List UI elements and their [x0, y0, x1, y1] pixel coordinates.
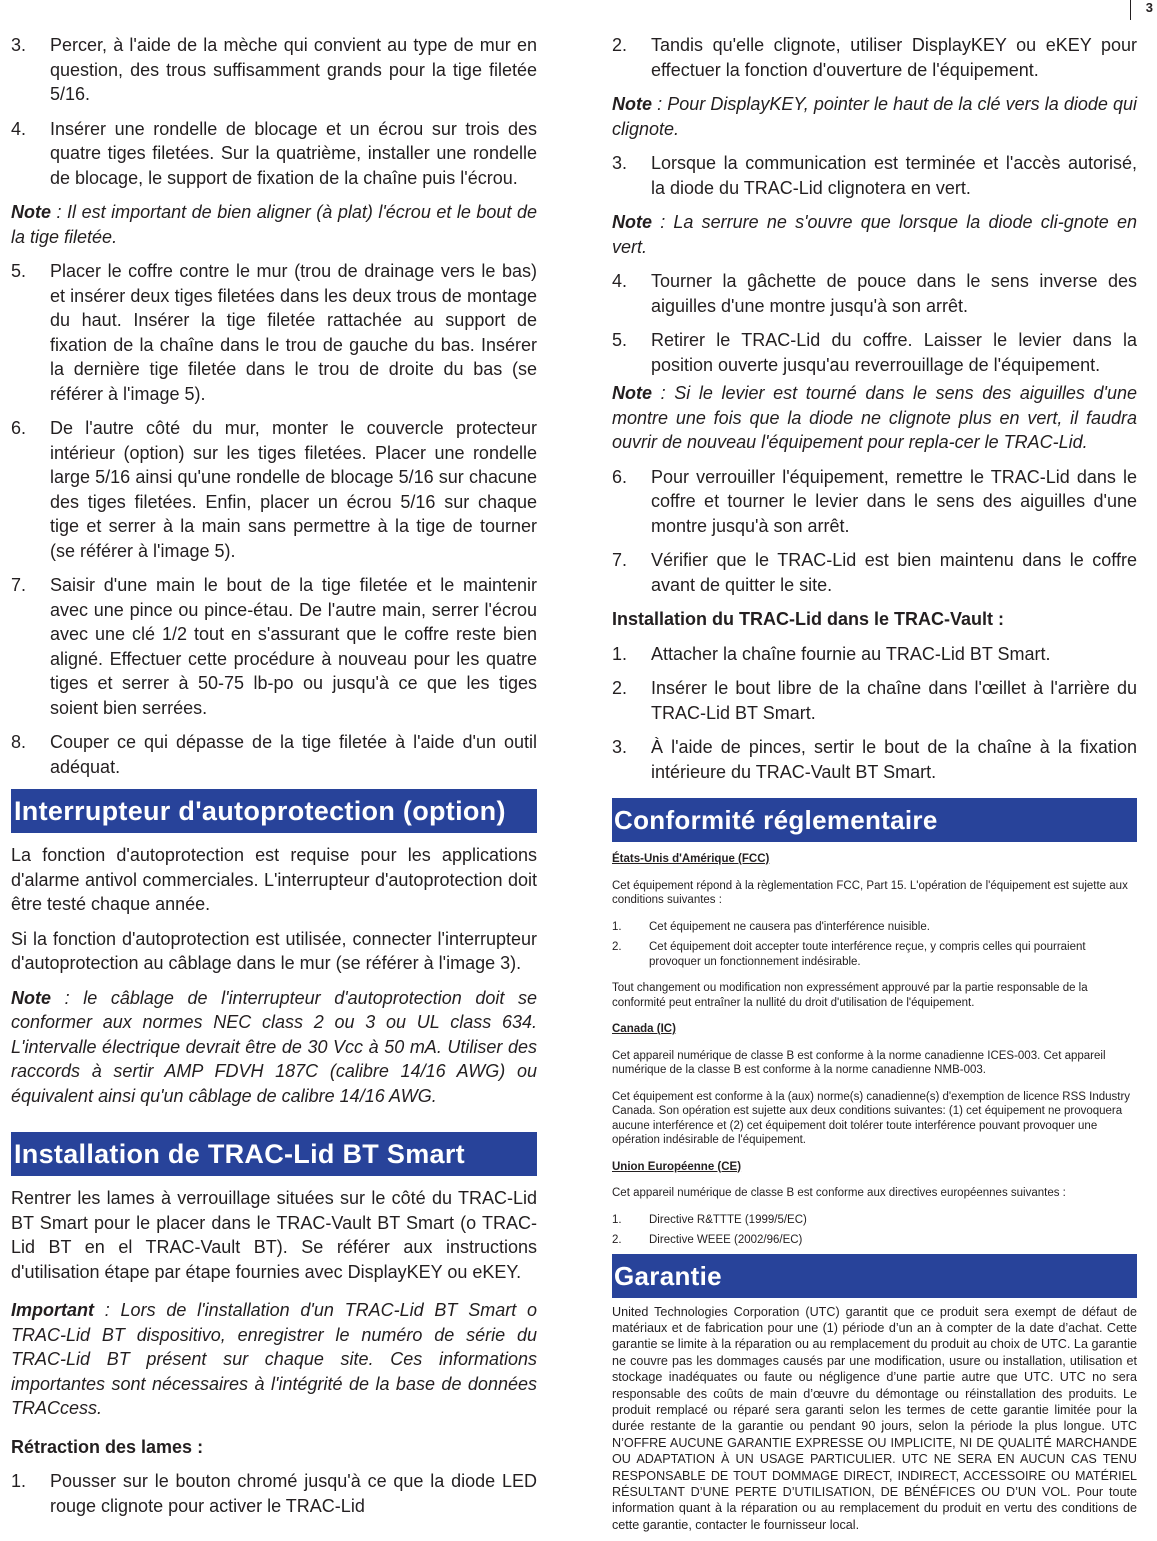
regulatory-list-item	[612, 1213, 1137, 1228]
note	[612, 381, 1137, 455]
list-item	[11, 1469, 537, 1518]
list-item	[612, 328, 1137, 377]
left-column	[11, 33, 537, 1528]
list-item	[11, 730, 537, 779]
note	[612, 210, 1137, 259]
list-number: 3.	[612, 153, 628, 173]
list-text: Vérifier que le TRAC-Lid est bien maintenu dans le coffre avant de quitter le site.	[651, 550, 1137, 595]
list-text: Cet équipement ne causera pas d'interférence nuisible.	[649, 920, 930, 933]
list-number: 7.	[11, 575, 27, 595]
list-item	[612, 465, 1137, 539]
list-text: Percer, à l'aide de la mèche qui convient au type de mur en question, des trous suffisamment grands pour la tige filetée 5/16.	[50, 35, 537, 104]
list-item	[11, 117, 537, 191]
regulatory-list-item	[612, 1233, 1137, 1248]
list-text: Couper ce qui dépasse de la tige filetée à l'aide d'un outil adéquat.	[50, 732, 537, 777]
list-item	[11, 259, 537, 406]
regulatory-heading-ic: Canada (IC)	[612, 1023, 676, 1035]
list-number: 5.	[11, 261, 27, 281]
list-number: 1.	[612, 643, 628, 664]
list-text: Cet équipement doit accepter toute interférence reçue, y compris celles qui pourraient provoquer un fonctionnement indésirable.	[649, 941, 1086, 968]
regulatory-paragraph: Cet appareil numérique de classe B est conforme aux directives européennes suivantes :	[612, 1187, 1066, 1199]
list-number: 2.	[612, 35, 628, 55]
note-label: Note	[612, 94, 652, 114]
regulatory-heading-fcc: États-Unis d'Amérique (FCC)	[612, 853, 770, 865]
list-text: Insérer le bout libre de la chaîne dans l'œillet à l'arrière du TRAC-Lid BT Smart.	[651, 678, 1137, 723]
list-text: Directive R&TTTE (1999/5/EC)	[649, 1213, 807, 1226]
note-text: : le câblage de l'interrupteur d'autoprotection doit se conformer aux normes NEC class 2 ou 3 ou UL class 634. L'intervalle électrique devrait être de 30 Vcc à 50 mA. Utiliser des raccords à sertir AMP FDVH 187C (calibre 14/16 AWG) ou équivalent ainsi qu'un câblage de calibre 14/16 AWG.	[11, 987, 537, 1106]
list-text: Tourner la gâchette de pouce dans le sens inverse des aiguilles d'une montre jusqu'à son arrêt.	[651, 271, 1137, 316]
list-number: 2.	[612, 678, 628, 698]
note-text: : Si le levier est tourné dans le sens des aiguilles d'une montre une fois que la diode ne clignote plus en vert, il faudra ouvrir de nouveau l'équipement pour repla-cer le TRAC-Lid.	[612, 383, 1137, 452]
list-number: 6.	[612, 466, 628, 487]
regulatory-paragraph: Tout changement ou modification non expressément approuvé par la partie responsable de la conformité peut entraîner la nullité du droit d'utilisation de l'équipement.	[612, 982, 1088, 1009]
list-text: Insérer une rondelle de blocage et un écrou sur trois des quatre tiges filetées. Sur la quatrième, installer une rondelle de blocage, le support de fixation de la chaîne puis l'écrou.	[50, 118, 537, 188]
paragraph: Rentrer les lames à verrouillage situées sur le côté du TRAC-Lid BT Smart pour le placer dans le TRAC-Vault BT Smart (o TRAC-Lid BT en el TRAC-Vault BT). Se référer aux instructions d'utilisation étape par étape fournies avec DisplayKEY ou eKEY.	[11, 1188, 537, 1282]
page-number: 3	[1130, 0, 1153, 20]
list-number: 8.	[11, 732, 27, 752]
list-item	[11, 33, 537, 107]
regulatory-section	[612, 852, 1137, 1248]
regulatory-paragraph: Cet équipement répond à la règlementation FCC, Part 15. L'opération de l'équipement est sujette aux conditions suivantes :	[612, 879, 1128, 906]
section-header-regulatory: Conformité réglementaire	[612, 798, 1137, 842]
note-text: : La serrure ne s'ouvre que lorsque la diode cli-gnote en vert.	[612, 212, 1137, 257]
list-number: 3.	[612, 737, 628, 757]
list-number: 4.	[11, 118, 27, 139]
list-item	[612, 642, 1137, 667]
important-text: : Lors de l'installation d'un TRAC-Lid BT Smart o TRAC-Lid BT dispositivo, enregistrer le numéro de série du TRAC-Lid BT présent sur chaque site. Ces informations importantes sont nécessaires à l'intégrité de la base de données TRACcess.	[11, 1300, 537, 1418]
list-item	[11, 416, 537, 563]
regulatory-paragraph: Cet appareil numérique de classe B est conforme à la norme canadienne ICES-003. Cet appareil numérique de la classe B est conforme à la norme canadienne NMB-003.	[612, 1049, 1106, 1076]
regulatory-paragraph: Cet équipement est conforme à la (aux) norme(s) canadienne(s) d'exemption de licence RSS Industry Canada. Son opération est sujette aux deux conditions suivantes: (1) cet équipement ne provoquera aucune interférence et (2) cet équipement doit tolérer toute interférence pouvant provoquer une opération indésirable de l'équipement.	[612, 1090, 1131, 1146]
paragraph: Si la fonction d'autoprotection est utilisée, connecter l'interrupteur d'autoprotection au câblage dans le mur (se référer à l'image 3).	[11, 928, 537, 973]
list-number: 2.	[612, 1234, 622, 1246]
list-item	[612, 676, 1137, 725]
list-number: 1.	[11, 1471, 27, 1491]
regulatory-list-item	[612, 940, 1137, 969]
list-number: 3.	[11, 35, 27, 55]
list-number: 6.	[11, 418, 27, 438]
regulatory-heading-ce: Union Européenne (CE)	[612, 1160, 742, 1173]
section-header-tamper: Interrupteur d'autoprotection (option)	[11, 789, 537, 833]
list-number: 4.	[612, 271, 628, 291]
section-header-install: Installation de TRAC-Lid BT Smart	[11, 1132, 537, 1176]
paragraph: La fonction d'autoprotection est requise pour les applications d'alarme antivol commerciales. L'interrupteur d'autoprotection doit être testé chaque année.	[11, 845, 537, 914]
list-text: Pour verrouiller l'équipement, remettre le TRAC-Lid dans le coffre et tourner le levier dans le sens des aiguilles d'une montre jusqu'à son arrêt.	[651, 466, 1137, 536]
note	[612, 92, 1137, 141]
list-item	[612, 735, 1137, 784]
note	[11, 200, 537, 249]
list-item	[11, 573, 537, 720]
important-label: Important	[11, 1300, 94, 1320]
list-text: Tandis qu'elle clignote, utiliser DisplayKEY ou eKEY pour effectuer la fonction d'ouverture de l'équipement.	[651, 35, 1137, 80]
list-number: 5.	[612, 330, 628, 350]
subheading-vault: Installation du TRAC-Lid dans le TRAC-Vault :	[612, 609, 1005, 629]
list-text: Lorsque la communication est terminée et l'accès autorisé, la diode du TRAC-Lid clignotera en vert.	[651, 153, 1137, 198]
list-item	[612, 548, 1137, 597]
list-text: À l'aide de pinces, sertir le bout de la chaîne à la fixation intérieure du TRAC-Vault BT Smart.	[651, 737, 1137, 782]
list-text: Pousser sur le bouton chromé jusqu'à ce que la diode LED rouge clignote pour activer le TRAC-Lid	[50, 1471, 537, 1516]
important-note	[11, 1298, 537, 1421]
note-label: Note	[612, 212, 652, 232]
note-label: Note	[11, 202, 51, 222]
list-text: Saisir d'une main le bout de la tige filetée et le maintenir avec une pince ou pince-étau. De l'autre main, serrer l'écrou avec une clé 1/2 tout en s'assurant que le coffre reste bien aligné. Effectuer cette procédure à nouveau pour les quatre tiges et serrer à 50-75 lb-po ou jusqu'à ce que les tiges soient bien serrées.	[50, 575, 537, 718]
list-text: Attacher la chaîne fournie au TRAC-Lid BT Smart.	[651, 643, 1051, 664]
list-text: Retirer le TRAC-Lid du coffre. Laisser le levier dans la position ouverte jusqu'au reverrouillage de l'équipement.	[651, 330, 1137, 375]
regulatory-list-item	[612, 920, 1137, 935]
section-header-warranty: Garantie	[612, 1254, 1137, 1298]
warranty-text: United Technologies Corporation (UTC) garantit que ce produit sera exempt de défaut de matériaux et de fabrication pour une (1) période d’un an à compter de la date d’achat. Cette garantie se limite à la réparation ou au remplacement du produit au choix de UTC. La garantie ne couvre pas les dommages causés par une modification, usure ou installation, utilisation et stockage inadéquates ou faute ou négligence d’une partie autre que UTC. UTC no sera responsable des coûts de main d’œuvre du démontage ou réinstallation des produits. Le produit remplacé ou réparé sera garanti selon les termes de cette garantie limitée pour la durée restante de la garantie ou pendant 90 jours, selon la période la plus longue. UTC N’OFFRE AUCUNE GARANTIE EXPRESSE OU IMPLICITE, NI DE QUALITÉ MARCHANDE OU ADAPTATION À UN USAGE PARTICULIER. UTC NE SERA EN AUCUN CAS TENU RESPONSABLE DE TOUT DOMMAGE DIRECT, INDIRECT, ACCESSOIRE OU MATÉRIEL RÉSULTANT D’UNE PERTE D’UTILISATION, DE BÉNÉFICES OU D’UN VOL. Pour toute information quant à la réparation ou au remplacement du produit en vertu des conditions de cette garantie, contacter le fournisseur local.	[612, 1304, 1137, 1532]
list-number: 1.	[612, 1213, 622, 1226]
list-text: Placer le coffre contre le mur (trou de drainage vers le bas) et insérer deux tiges filetées dans les deux trous de montage du haut. Insérer la tige filetée rattachée au support de fixation de la chaîne dans le trou de gauche du bas. Insérer la dernière tige filetée dans le trou de droite du bas (se référer à l'image 5).	[50, 261, 537, 404]
note	[11, 986, 537, 1109]
note-text: : Il est important de bien aligner (à plat) l'écrou et le bout de la tige filetée.	[11, 202, 537, 247]
note-text: : Pour DisplayKEY, pointer le haut de la clé vers la diode qui clignote.	[612, 94, 1137, 139]
list-number: 1.	[612, 920, 622, 933]
right-column	[612, 33, 1137, 1533]
list-item	[612, 269, 1137, 318]
subheading-retraction: Rétraction des lames :	[11, 1436, 204, 1457]
list-item	[612, 151, 1137, 200]
note-label: Note	[612, 383, 652, 403]
list-item	[612, 33, 1137, 82]
note-label: Note	[11, 987, 51, 1008]
list-number: 2.	[612, 941, 622, 953]
list-number: 7.	[612, 550, 628, 570]
list-text: Directive WEEE (2002/96/EC)	[649, 1234, 803, 1246]
list-text: De l'autre côté du mur, monter le couvercle protecteur intérieur (option) sur les tiges filetées. Placer une rondelle large 5/16 ainsi qu'une rondelle de blocage 5/16 sur chacune des tiges filetées. Enfin, placer un écrou 5/16 sur chaque tige et serrer à la main sans permettre à la tige de tourner (se référer à l'image 5).	[50, 418, 537, 561]
